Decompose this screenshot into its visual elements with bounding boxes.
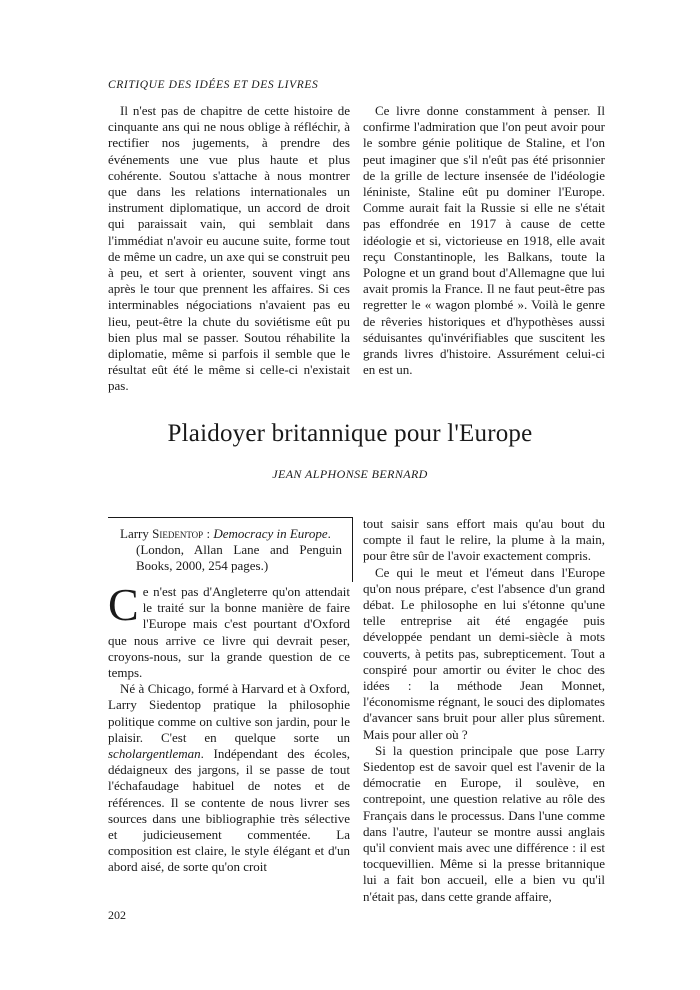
book-reference-box	[108, 517, 353, 582]
article-paragraph-4: Si la question principale que pose Larry Siedentop est de savoir quel est l'avenir de la démocratie en Europe, il soulève, en contrepoint, une question relative au rôle des Français dans le processus. Dans l'une comme dans l'autre, l'auteur se montre aussi anglais qu'il convient mais avec une différence : il est tocquevillien. Même si la presse britannique lui a fait bon accueil, elle a bien vu qu'il n'était pas, dans cette grande affaire,	[363, 742, 605, 904]
previous-review-paragraph: Ce livre donne constamment à penser. Il confirme l'admiration que l'on peut avoir pour le sombre génie politique de Staline, et l'on peut imaginer que s'il n'eût pas été prisonnier de la grille de lecture insensée de l'idéologie léniniste, Staline eût pu dominer l'Europe. Comme aurait fait la Russie si elle ne s'était pas effondrée en 1917 à cause de cette idéologie et si, victorieuse en 1918, elle avait reçu Constantinople, les Balkans, toute la Pologne et un grand bout d'Allemagne que lui avait promis la France. Il ne faut peut-être pas regretter le « wagon plombé ». Voilà le genre de rêveries historiques et d'hypothèses aussi séduisantes qu'invérifiables que suscitent les grands livres d'histoire. Assurément celui-ci en est un.	[363, 103, 605, 378]
reference-author-last: Siedentop	[152, 526, 204, 541]
paragraph-2-italic: scholargentleman	[108, 746, 201, 762]
previous-review-right-column	[363, 103, 605, 378]
running-head: CRITIQUE DES IDÉES ET DES LIVRES	[108, 79, 319, 91]
article-title: Plaidoyer britannique pour l'Europe	[167, 420, 533, 447]
article-author: JEAN ALPHONSE BERNARD	[272, 467, 428, 481]
article-paragraph-1	[108, 579, 350, 681]
article-paragraph-2-continued: tout saisir sans effort mais qu'au bout du compte il faut le relire, la plume à la main, pour être sûr de l'avoir exactement compris.	[363, 516, 605, 564]
previous-review-paragraph: Il n'est pas de chapitre de cette histoire de cinquante ans qui ne nous oblige à réfléchir, à rectifier nos jugements, à prendre des événements une vue plus haute et plus cohérente. Soutou s'attache à nous montrer que dans les relations internationales un instrument diplomatique, un accord de droit qui paraissait vain, qui semblait dans l'immédiat n'avoir eu aucune suite, forme tout de même un cadre, un axe qui se construit peu à peu, et sert à orienter, souvent vingt ans après le tour que prennent les affaires. Si ces interminables négociations n'avaient pas eu lieu, peut-être la chute du soviétisme eût pu bien plus mal se passer. Soutou réhabilite la diplomatie, même si parfois il semble que le résultat eût été le même si celle-ci n'existait pas.	[108, 103, 350, 394]
paragraph-1-text: e n'est pas d'Angleterre qu'on attendait le traité sur la bonne manière de faire l'Europe mais c'est pourtant d'Oxford que nous arrive ce livre qui devrait peser, croyons-nous, sur la grande question de ce temps.	[108, 584, 350, 681]
page-number: 202	[108, 908, 126, 922]
previous-review-left-column	[108, 103, 350, 395]
article-right-column	[363, 516, 605, 905]
paragraph-2-text-a: Né à Chicago, formé à Harvard et à Oxford, Larry Siedentop pratique la philosophie politique comme on cultive son jardin, pour le plaisir. C'est en quelque sorte un	[108, 681, 350, 745]
reference-publication: (London, Allan Lane and Penguin Books, 2000, 254 pages.)	[136, 542, 342, 573]
article-left-column	[108, 579, 350, 876]
reference-author-first: Larry	[120, 526, 149, 541]
book-reference-line	[120, 526, 342, 542]
drop-cap: C	[108, 579, 139, 630]
reference-book-title: Democracy in Europe	[213, 526, 328, 541]
reference-title-end: .	[327, 526, 331, 541]
article-paragraph-3: Ce qui le meut et l'émeut dans l'Europe qu'on nous prépare, c'est l'absence d'un grand débat. Le philosophe en lui s'étonne qu'une telle entreprise ait été engagée puis développée pendant un demi-siècle à mots couverts, à petits pas, subrepticement. Tout a conspiré pour amortir ou éviter le choc des idées : la méthode Jean Monnet, l'économisme régnant, le souci des diplomates d'avancer sans bruit pour aller plus sûrement. Mais pour aller où ?	[363, 564, 605, 742]
reference-separator: :	[203, 526, 214, 541]
article-paragraph-2	[108, 681, 350, 875]
paragraph-2-text-b: . Indépendant des écoles, dédaigneux des jargons, il se passe de tout l'échafaudage habituel de notes et de références. Il se contente de nous livrer ses sources dans une bibliographie très sélective et judicieusement commentée. La composition est claire, le style élégant et d'un abord aisé, de sorte qu'on croit	[108, 746, 350, 875]
